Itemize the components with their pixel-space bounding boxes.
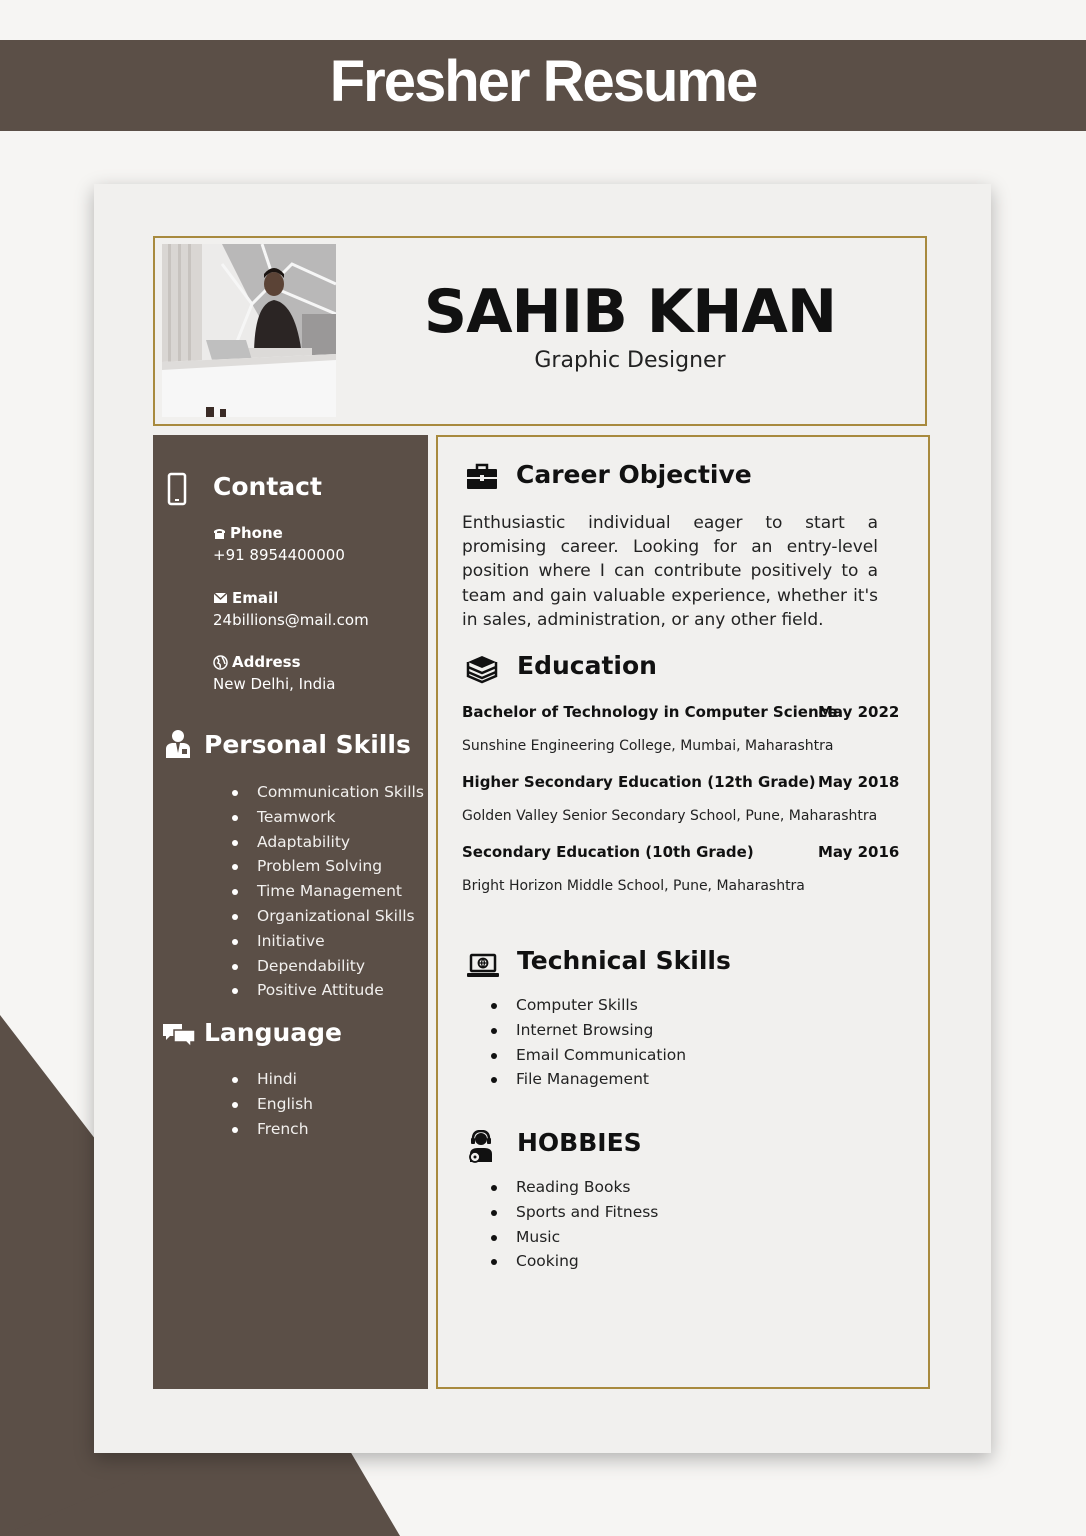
list-item: Cooking <box>491 1249 658 1274</box>
list-item: Problem Solving <box>232 854 424 879</box>
list-item: Communication Skills <box>232 780 424 805</box>
briefcase-icon <box>466 463 498 491</box>
list-item: Hindi <box>232 1067 313 1092</box>
profile-photo <box>162 244 336 417</box>
list-item: Initiative <box>232 929 424 954</box>
list-item: Email Communication <box>491 1043 686 1068</box>
technical-skills-heading: Technical Skills <box>517 946 731 975</box>
list-item: Dependability <box>232 954 424 979</box>
person-icon <box>164 729 192 759</box>
list-item: Adaptability <box>232 830 424 855</box>
list-item: English <box>232 1092 313 1117</box>
hobby-person-icon <box>466 1130 496 1164</box>
address-label-row <box>213 653 301 671</box>
education-degree-1: Bachelor of Technology in Computer Science <box>462 703 838 721</box>
education-heading: Education <box>517 651 657 680</box>
banner-title: Fresher Resume <box>329 49 757 114</box>
candidate-name: SAHIB KHAN <box>423 277 837 347</box>
education-date-2: May 2018 <box>818 773 900 791</box>
list-item: File Management <box>491 1067 686 1092</box>
phone-icon <box>213 527 226 540</box>
phone-label: Phone <box>230 524 283 542</box>
education-date-3: May 2016 <box>818 843 900 861</box>
mobile-phone-icon <box>167 472 187 506</box>
hobbies-heading: HOBBIES <box>517 1128 642 1157</box>
education-institution-3: Bright Horizon Middle School, Pune, Maharashtra <box>462 878 805 894</box>
email-label: Email <box>232 589 279 607</box>
email-label-row <box>213 589 278 607</box>
list-item: Music <box>491 1225 658 1250</box>
title-banner <box>0 40 1086 131</box>
list-item: Sports and Fitness <box>491 1200 658 1225</box>
education-date-1: May 2022 <box>818 703 900 721</box>
career-objective-heading: Career Objective <box>516 460 752 489</box>
email-icon <box>213 592 228 604</box>
education-institution-2: Golden Valley Senior Secondary School, Pune, Maharashtra <box>462 808 878 824</box>
hobbies-list <box>491 1175 658 1274</box>
list-item: Internet Browsing <box>491 1018 686 1043</box>
laptop-icon <box>466 953 500 979</box>
list-item: Reading Books <box>491 1175 658 1200</box>
list-item: Teamwork <box>232 805 424 830</box>
list-item: Time Management <box>232 879 424 904</box>
list-item: Organizational Skills <box>232 904 424 929</box>
phone-value: +91 8954400000 <box>213 546 345 564</box>
education-institution-1: Sunshine Engineering College, Mumbai, Maharashtra <box>462 738 834 754</box>
globe-icon <box>213 655 228 670</box>
list-item: French <box>232 1117 313 1142</box>
address-label: Address <box>232 653 301 671</box>
email-value: 24billions@mail.com <box>213 611 369 629</box>
personal-skills-list <box>232 780 424 1003</box>
list-item: Positive Attitude <box>232 978 424 1003</box>
education-degree-2: Higher Secondary Education (12th Grade) <box>462 773 816 791</box>
list-item: Computer Skills <box>491 993 686 1018</box>
personal-skills-heading: Personal Skills <box>204 730 411 759</box>
technical-skills-list <box>491 993 686 1092</box>
books-icon <box>466 654 498 684</box>
speech-bubbles-icon <box>162 1022 196 1048</box>
career-objective-text: Enthusiastic individual eager to start a promising career. Looking for an entry-level position where I can contribute positively to a team and gain valuable experience, whether it's in sales, administration, or any other field. <box>462 513 878 630</box>
language-list <box>232 1067 313 1141</box>
address-value: New Delhi, India <box>213 675 336 693</box>
education-degree-3: Secondary Education (10th Grade) <box>462 843 754 861</box>
language-heading: Language <box>204 1018 343 1047</box>
candidate-role: Graphic Designer <box>534 348 726 373</box>
phone-label-row <box>213 524 283 542</box>
contact-heading: Contact <box>213 472 322 501</box>
